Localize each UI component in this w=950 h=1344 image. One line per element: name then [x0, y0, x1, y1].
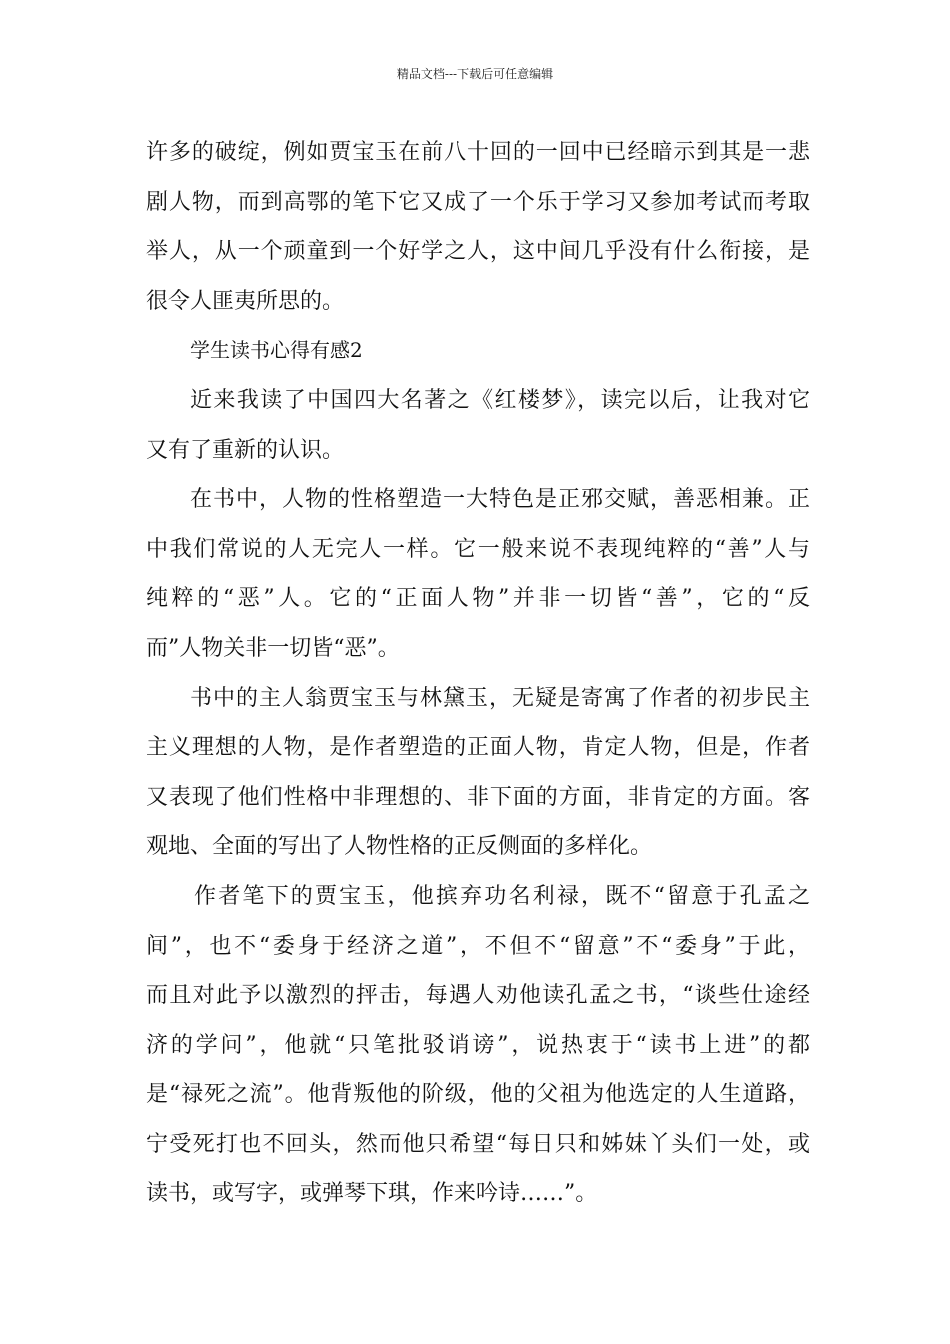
text-line: 纯粹的“恶”人。它的“正面人物”并非一切皆“善”，它的“反: [146, 586, 810, 612]
text-line: 举人，从一个顽童到一个好学之人，这中间几乎没有什么衔接，是: [146, 239, 810, 265]
text-line: 近来我读了中国四大名著之《红楼梦》，读完以后，让我对它: [190, 387, 810, 413]
text-line: 作者笔下的贾宝玉，他摈弃功名利禄，既不“留意于孔孟之: [194, 883, 810, 909]
text-line: 而且对此予以激烈的抨击，每遇人劝他读孔孟之书，“谈些仕途经: [146, 983, 810, 1009]
text-line: 济的学问”，他就“只笔批驳诮谤”，说热衷于“读书上进”的都: [146, 1032, 810, 1058]
text-line: 很令人匪夷所思的。: [146, 288, 345, 314]
text-line: 主义理想的人物，是作者塑造的正面人物，肯定人物，但是，作者: [146, 735, 810, 761]
document-body: [146, 128, 810, 1219]
text-line: 宁受死打也不回头，然而他只希望“每日只和姊妹丫头们一处，或: [146, 1131, 810, 1157]
text-line: 又有了重新的认识。: [146, 437, 345, 463]
text-line: 观地、全面的写出了人物性格的正反侧面的多样化。: [146, 834, 653, 860]
text-line: 是“禄死之流”。他背叛他的阶级，他的父祖为他选定的人生道路，: [146, 1082, 810, 1108]
text-line: 中我们常说的人无完人一样。它一般来说不表现纯粹的“善”人与: [146, 536, 810, 562]
text-line: 许多的破绽，例如贾宝玉在前八十回的一回中已经暗示到其是一悲: [146, 140, 810, 165]
page-header: 精品文档---下载后可任意编辑: [396, 67, 554, 81]
text-line: 又表现了他们性格中非理想的、非下面的方面，非肯定的方面。客: [146, 784, 810, 810]
text-line: 读书，或写字，或弹琴下琪，作来吟诗……”。: [146, 1181, 598, 1207]
text-line: 而”人物关非一切皆“恶”。: [146, 635, 400, 661]
text-line: 在书中，人物的性格塑造一大特色是正邪交赋，善恶相兼。正: [190, 487, 810, 513]
text-line: 书中的主人翁贾宝玉与林黛玉，无疑是寄寓了作者的初步民主: [190, 685, 810, 711]
text-line: 剧人物，而到高鄂的笔下它又成了一个乐于学习又参加考试而考取: [146, 189, 810, 215]
text-line: 间”，也不“委身于经济之道”，不但不“留意”不“委身”于此，: [146, 933, 810, 959]
section-heading: 学生读书心得有感2: [190, 338, 363, 363]
